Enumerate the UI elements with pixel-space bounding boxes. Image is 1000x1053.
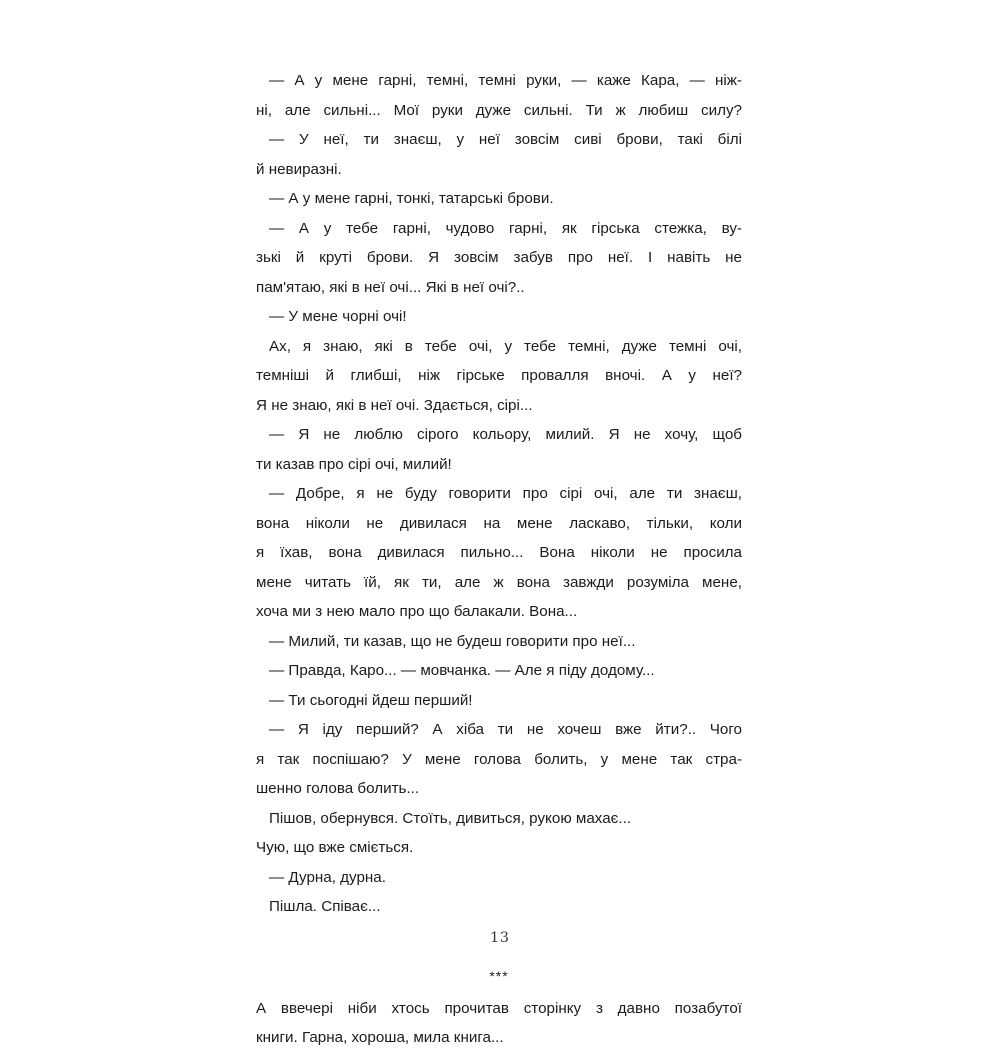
text-line: Я не знаю, які в неї очі. Здається, сірі... <box>256 396 533 414</box>
text-line: я їхав, вона дивилася пильно... Вона ніколи не просила <box>256 544 742 561</box>
text-line: я так поспішаю? У мене голова болить, у мене так стра- <box>256 750 742 768</box>
text-line: темніші й глибші, ніж гірське провалля вночі. А у неї? <box>256 367 742 384</box>
text-line: — Добре, я не буду говорити про сірі очі, але ти знаєш, <box>269 485 742 502</box>
text-line: Пішов, обернувся. Стоїть, дивиться, рукою махає... <box>269 809 632 827</box>
section-break: *** <box>489 967 509 984</box>
page-text <box>256 66 742 1053</box>
text-line: Ах, я знаю, які в тебе очі, у тебе темні, дуже темні очі, <box>269 337 742 355</box>
text-line: Пішла. Співає... <box>269 898 381 915</box>
page-number: 13 <box>490 930 510 946</box>
text-line: зькі й круті брови. Я зовсім забув про неї. І навіть не <box>256 249 742 266</box>
text-line: — А у тебе гарні, чудово гарні, як гірська стежка, ву- <box>269 219 742 237</box>
text-line: — А у мене гарні, тонкі, татарські брови. <box>269 190 554 207</box>
text-line: книги. Гарна, хороша, мила книга... <box>256 1029 504 1046</box>
text-line: — Я іду перший? А хіба ти не хочеш вже йти?.. Чого <box>269 721 742 738</box>
text-line: й невиразні. <box>256 160 342 178</box>
text-line: ти казав про сірі очі, милий! <box>256 455 452 473</box>
text-line: шенно голова болить... <box>256 780 420 797</box>
text-line: Чую, що вже сміється. <box>256 839 414 856</box>
text-line: вона ніколи не дивилася на мене ласкаво, тільки, коли <box>256 514 742 532</box>
text-line: — Дурна, дурна. <box>269 868 386 886</box>
text-line: — Я не люблю сірого кольору, милий. Я не хочу, щоб <box>269 426 742 443</box>
text-line: ні, але сильні... Мої руки дуже сильні. Ти ж любиш силу? <box>256 101 742 119</box>
text-line: — У неї, ти знаєш, у неї зовсім сиві брови, такі білі <box>269 131 742 148</box>
text-line: А ввечері ніби хтось прочитав сторінку з давно позабутої <box>256 999 742 1017</box>
text-line: мене читать їй, як ти, але ж вона завжди розуміла мене, <box>256 573 742 591</box>
text-line: — Ти сьогодні йдеш перший! <box>269 691 473 709</box>
text-line: — Правда, Каро... — мовчанка. — Але я піду додому... <box>269 662 655 679</box>
text-line: — Милий, ти казав, що не будеш говорити про неї... <box>269 632 636 650</box>
text-line: — А у мене гарні, темні, темні руки, — каже Кара, — ніж- <box>269 72 742 89</box>
text-line: хоча ми з нею мало про що балакали. Вона... <box>256 603 578 620</box>
text-line: — У мене чорні очі! <box>269 308 407 325</box>
text-line: пам'ятаю, які в неї очі... Які в неї очі?.. <box>256 278 525 296</box>
